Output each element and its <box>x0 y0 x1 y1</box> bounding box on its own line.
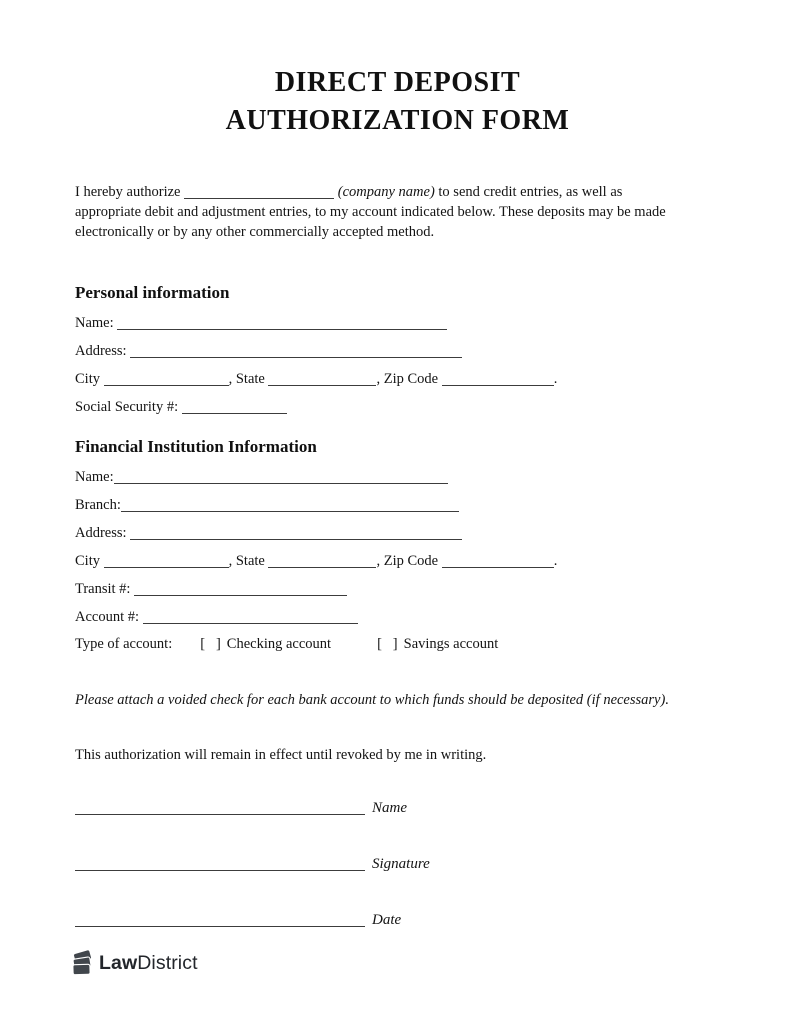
financial-account-label: Account #: <box>75 609 140 625</box>
financial-line-period: . <box>553 553 558 569</box>
checking-account-checkbox[interactable]: [ ] <box>200 636 221 652</box>
personal-ssn-blank[interactable] <box>182 399 287 414</box>
lawdistrict-stacked-cards-icon <box>70 950 94 977</box>
personal-info-heading: Personal information <box>75 283 230 302</box>
savings-account-checkbox[interactable]: [ ] <box>377 636 398 652</box>
personal-city-blank[interactable] <box>104 371 229 386</box>
personal-city-label: City <box>75 371 100 387</box>
brand-law: Law <box>99 952 138 974</box>
savings-account-label: Savings account <box>403 636 499 652</box>
financial-address-blank[interactable] <box>130 525 462 540</box>
financial-city-state-zip-row <box>75 553 720 569</box>
financial-transit-blank[interactable] <box>134 581 347 596</box>
financial-city-blank[interactable] <box>104 553 229 568</box>
financial-account-blank[interactable] <box>143 609 358 624</box>
lawdistrict-wordmark <box>99 952 198 975</box>
personal-address-label: Address: <box>75 343 127 359</box>
personal-name-label: Name: <box>75 315 114 331</box>
financial-branch-label: Branch: <box>75 497 121 513</box>
company-name-hint: (company name) <box>337 184 435 200</box>
financial-address-label: Address: <box>75 525 127 541</box>
name-line-label: Name <box>372 800 407 816</box>
checking-account-label: Checking account <box>226 636 332 652</box>
financial-name-blank[interactable] <box>114 469 448 484</box>
financial-transit-row <box>75 581 720 597</box>
personal-name-row <box>75 315 720 331</box>
lawdistrict-logo <box>70 950 198 977</box>
personal-address-row <box>75 343 720 359</box>
personal-state-label: , State <box>228 371 265 387</box>
personal-city-state-zip-row <box>75 371 720 387</box>
signature-row <box>75 856 720 872</box>
title-line2: AUTHORIZATION FORM <box>225 105 570 136</box>
intro-text-after: to send credit entries, as well as <box>438 184 623 200</box>
financial-name-label: Name: <box>75 469 114 485</box>
financial-branch-row <box>75 497 720 513</box>
financial-account-row <box>75 609 720 625</box>
financial-state-label: , State <box>228 553 265 569</box>
name-signature-row <box>75 800 720 816</box>
intro-paragraph <box>75 182 755 242</box>
revocation-note: This authorization will remain in effect until revoked by me in writing. <box>75 747 487 763</box>
personal-zip-blank[interactable] <box>442 371 554 386</box>
personal-name-blank[interactable] <box>117 315 447 330</box>
personal-address-blank[interactable] <box>130 343 462 358</box>
financial-transit-label: Transit #: <box>75 581 131 597</box>
personal-state-blank[interactable] <box>268 371 376 386</box>
date-row <box>75 912 720 928</box>
personal-ssn-row <box>75 399 720 415</box>
financial-info-heading: Financial Institution Information <box>75 437 317 456</box>
title-line1: DIRECT DEPOSIT <box>274 67 521 98</box>
page-title <box>75 64 720 140</box>
account-type-row <box>75 637 720 652</box>
financial-city-label: City <box>75 553 100 569</box>
personal-ssn-label: Social Security #: <box>75 399 179 415</box>
voided-check-note: Please attach a voided check for each bank account to which funds should be deposited (if necessary). <box>75 692 669 708</box>
financial-zip-blank[interactable] <box>442 553 554 568</box>
financial-branch-blank[interactable] <box>121 497 459 512</box>
financial-state-blank[interactable] <box>268 553 376 568</box>
financial-address-row <box>75 525 720 541</box>
personal-zip-label: , Zip Code <box>376 371 439 387</box>
brand-district: District <box>137 952 198 974</box>
name-line-blank[interactable] <box>75 800 365 815</box>
date-line-label: Date <box>372 912 402 928</box>
signature-line-blank[interactable] <box>75 856 365 871</box>
company-name-blank[interactable] <box>184 184 334 199</box>
intro-text-before: I hereby authorize <box>75 184 181 200</box>
personal-line-period: . <box>553 371 558 387</box>
financial-name-row <box>75 469 720 485</box>
intro-text-line2: appropriate debit and adjustment entries, to my account indicated below. These deposits may be made <box>75 204 666 220</box>
intro-text-line3: electronically or by any other commercially accepted method. <box>75 224 435 240</box>
financial-zip-label: , Zip Code <box>376 553 439 569</box>
date-line-blank[interactable] <box>75 912 365 927</box>
account-type-label: Type of account: <box>75 636 173 652</box>
signature-line-label: Signature <box>372 856 430 872</box>
